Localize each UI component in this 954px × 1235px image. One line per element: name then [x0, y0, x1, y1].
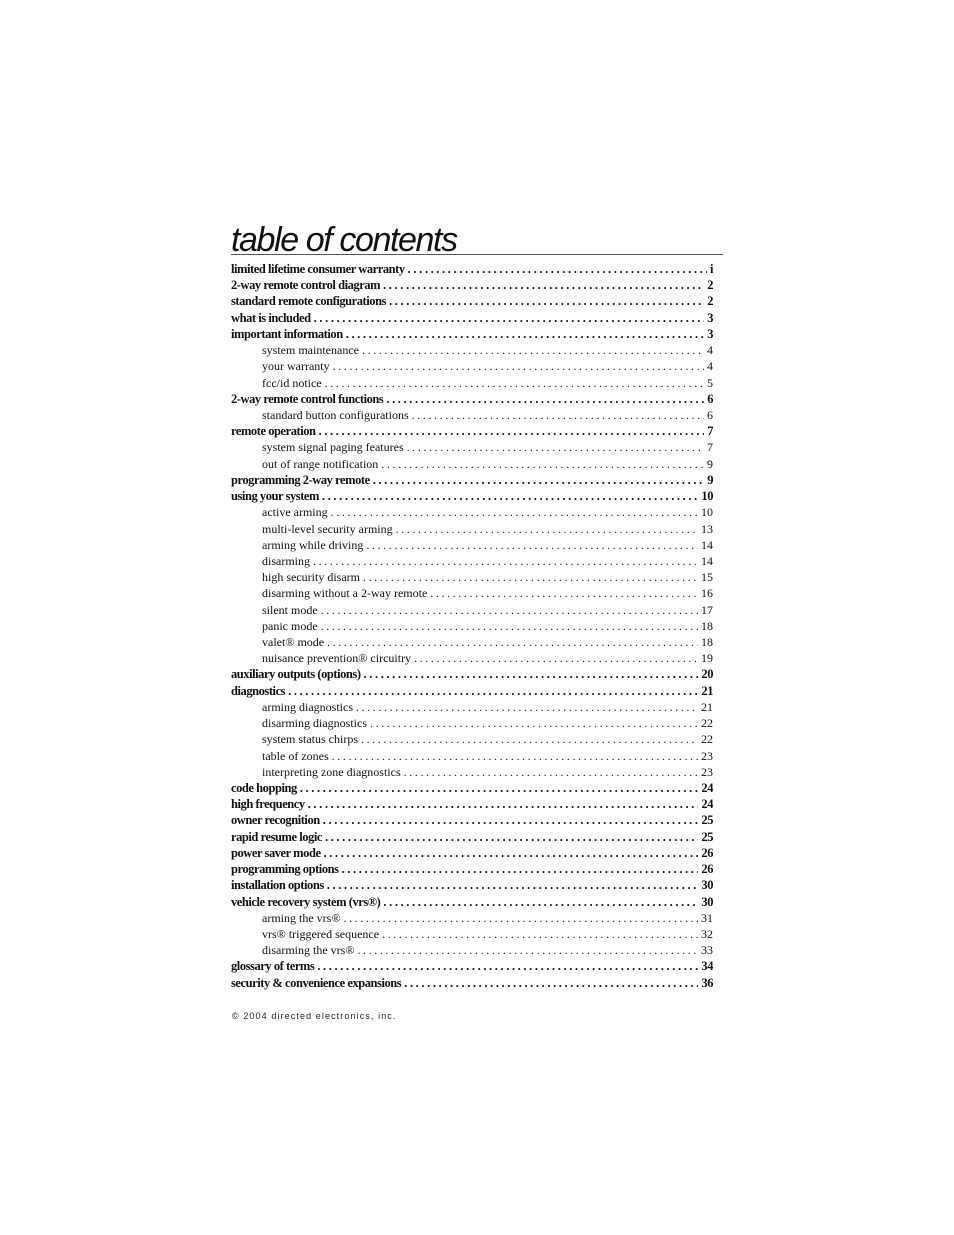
toc-entry-page-number: 23 [701, 748, 713, 763]
toc-entry-page-number: 5 [707, 375, 713, 390]
toc-entry-page-number: 7 [707, 440, 713, 455]
dot-leader [381, 457, 704, 472]
toc-section-entry[interactable] [231, 895, 713, 911]
toc-entry-page-number: 25 [701, 813, 713, 828]
dot-leader [317, 959, 698, 974]
toc-section-entry[interactable] [231, 327, 713, 343]
dot-leader [386, 392, 704, 407]
dot-leader [430, 586, 698, 601]
toc-entry-page-number: 2 [707, 294, 713, 309]
toc-entry-label: interpreting zone diagnostics [262, 764, 401, 779]
toc-subsection-entry[interactable] [231, 765, 713, 781]
toc-entry-page-number: 17 [701, 602, 713, 617]
toc-entry-page-number: 3 [707, 326, 713, 341]
toc-entry-label: nuisance prevention® circuitry [262, 651, 412, 666]
toc-entry-page-number: 31 [701, 910, 713, 925]
dot-leader [373, 473, 704, 488]
toc-entry-page-number: 33 [701, 943, 713, 958]
toc-entry-label: disarming without a 2-way remote [262, 586, 428, 601]
toc-subsection-entry[interactable] [231, 522, 713, 538]
dot-leader [408, 262, 707, 277]
toc-entry-page-number: 26 [701, 845, 713, 860]
toc-entry-label: standard remote configurations [231, 294, 387, 309]
dot-leader [356, 700, 698, 715]
dot-leader [346, 327, 704, 342]
toc-entry-label: code hopping [231, 781, 297, 795]
toc-entry-label: arming diagnostics [262, 699, 353, 714]
dot-leader [288, 684, 698, 699]
toc-section-entry[interactable] [231, 878, 713, 894]
toc-entry-page-number: 18 [701, 635, 713, 650]
toc-entry-page-number: 14 [701, 537, 713, 552]
toc-entry-label: system maintenance [262, 343, 359, 358]
dot-leader [314, 311, 705, 326]
toc-entry-label: multi-level security arming [262, 521, 393, 536]
dot-leader [404, 765, 698, 780]
dot-leader [332, 749, 698, 764]
dot-leader [414, 651, 698, 666]
dot-leader [333, 359, 704, 374]
toc-entry-label: power saver mode [231, 845, 321, 860]
toc-subsection-entry[interactable] [231, 554, 713, 570]
toc-entry-page-number: 24 [701, 781, 713, 795]
dot-leader [322, 489, 698, 504]
dot-leader [362, 343, 704, 358]
toc-entry-label: fcc/id notice [262, 375, 322, 390]
toc-entry-label: high security disarm [262, 570, 360, 585]
toc-entry-page-number: 9 [707, 456, 713, 471]
toc-entry-label: limited lifetime consumer warranty [231, 262, 405, 276]
dot-leader [323, 813, 699, 828]
toc-section-entry[interactable] [231, 862, 713, 878]
toc-entry-label: installation options [231, 878, 324, 893]
toc-entry-label: 2-way remote control functions [231, 391, 384, 406]
toc-section-entry[interactable] [231, 684, 713, 700]
toc-entry-page-number: 2 [707, 278, 713, 293]
toc-entry-label: vehicle recovery system (vrs®) [231, 894, 381, 909]
dot-leader [319, 424, 705, 439]
toc-entry-page-number: 20 [701, 667, 713, 682]
toc-entry-page-number: 3 [707, 310, 713, 325]
toc-entry-page-number: 22 [701, 716, 713, 731]
dot-leader [321, 619, 698, 634]
toc-subsection-entry[interactable] [231, 603, 713, 619]
dot-leader [308, 797, 699, 812]
toc-entry-page-number: 34 [701, 959, 713, 974]
toc-entry-page-number: i [709, 262, 713, 276]
toc-entry-page-number: 7 [707, 424, 713, 439]
toc-entry-label: standard button configurations [262, 407, 409, 422]
dot-leader [412, 408, 704, 423]
dot-leader [321, 603, 698, 618]
toc-entry-page-number: 10 [701, 489, 713, 504]
toc-subsection-entry[interactable] [231, 408, 713, 424]
toc-entry-label: programming 2-way remote [231, 472, 370, 487]
toc-entry-label: your warranty [262, 359, 330, 374]
dot-leader [364, 667, 699, 682]
toc-section-entry[interactable] [231, 667, 713, 683]
toc-section-entry[interactable] [231, 424, 713, 440]
toc-subsection-entry[interactable] [231, 376, 713, 392]
toc-entry-label: auxiliary outputs (options) [231, 667, 361, 682]
toc-entry-label: disarming [262, 553, 310, 568]
toc-entry-page-number: 32 [701, 926, 713, 941]
toc-entry-label: out of range notification [262, 456, 379, 471]
toc-section-entry[interactable] [231, 294, 713, 310]
toc-entry-label: glossary of terms [231, 959, 315, 974]
dot-leader [383, 278, 704, 293]
toc-section-entry[interactable] [231, 473, 713, 489]
page-title: table of contents [231, 221, 457, 259]
toc-entry-page-number: 4 [707, 359, 713, 374]
toc-section-entry[interactable] [231, 797, 713, 813]
dot-leader [313, 554, 698, 569]
toc-entry-label: rapid resume logic [231, 829, 322, 844]
toc-subsection-entry[interactable] [231, 570, 713, 586]
toc-entry-label: disarming the vrs® [262, 943, 355, 958]
dot-leader [324, 846, 699, 861]
toc-section-entry[interactable] [231, 311, 713, 327]
dot-leader [363, 570, 698, 585]
toc-entry-page-number: 26 [701, 862, 713, 877]
toc-section-entry[interactable] [231, 781, 713, 797]
toc-subsection-entry[interactable] [231, 943, 713, 959]
dot-leader [383, 895, 698, 910]
dot-leader [370, 716, 698, 731]
toc-entry-label: high frequency [231, 797, 305, 812]
toc-entry-page-number: 23 [701, 764, 713, 779]
dot-leader [327, 635, 698, 650]
toc-subsection-entry[interactable] [231, 440, 713, 456]
dot-leader [342, 862, 699, 877]
toc-entry-page-number: 30 [701, 894, 713, 909]
dot-leader [343, 911, 698, 926]
toc-subsection-entry[interactable] [231, 538, 713, 554]
toc-entry-label: arming the vrs® [262, 910, 341, 925]
toc-entry-label: system status chirps [262, 732, 358, 747]
toc-section-entry[interactable] [231, 813, 713, 829]
dot-leader [404, 976, 698, 991]
toc-section-entry[interactable] [231, 846, 713, 862]
toc-entry-label: table of zones [262, 748, 329, 763]
dot-leader [396, 522, 698, 537]
toc-entry-page-number: 9 [707, 472, 713, 487]
toc-entry-page-number: 36 [701, 975, 713, 990]
dot-leader [389, 294, 704, 309]
toc-entry-label: arming while driving [262, 537, 364, 552]
toc-subsection-entry[interactable] [231, 359, 713, 375]
toc-entry-label: owner recognition [231, 813, 320, 828]
toc-entry-page-number: 13 [701, 521, 713, 536]
toc-entry-label: panic mode [262, 618, 318, 633]
toc-entry-label: what is included [231, 310, 311, 325]
toc-subsection-entry[interactable] [231, 457, 713, 473]
toc-entry-page-number: 6 [707, 407, 713, 422]
dot-leader [327, 878, 699, 893]
toc-entry-label: system signal paging features [262, 440, 404, 455]
toc-section-entry[interactable] [231, 489, 713, 505]
toc-entry-label: 2-way remote control diagram [231, 278, 381, 293]
toc-subsection-entry[interactable] [231, 586, 713, 602]
toc-subsection-entry[interactable] [231, 635, 713, 651]
toc-subsection-entry[interactable] [231, 911, 713, 927]
toc-subsection-entry[interactable] [231, 343, 713, 359]
toc-entry-label: programming options [231, 862, 339, 877]
toc-subsection-entry[interactable] [231, 716, 713, 732]
toc-entry-label: remote operation [231, 424, 316, 439]
toc-entry-page-number: 25 [701, 829, 713, 844]
toc-entry-page-number: 15 [701, 570, 713, 585]
dot-leader [357, 943, 698, 958]
dot-leader [325, 376, 704, 391]
toc-entry-label: disarming diagnostics [262, 716, 367, 731]
toc-entry-page-number: 21 [701, 699, 713, 714]
toc-entry-label: important information [231, 326, 343, 341]
dot-leader [382, 927, 698, 942]
toc-subsection-entry[interactable] [231, 505, 713, 521]
toc-entry-label: active arming [262, 505, 328, 520]
toc-subsection-entry[interactable] [231, 927, 713, 943]
toc-section-entry[interactable] [231, 976, 713, 992]
toc-entry-page-number: 14 [701, 553, 713, 568]
toc-section-entry[interactable] [231, 830, 713, 846]
toc-entry-page-number: 30 [701, 878, 713, 893]
toc-subsection-entry[interactable] [231, 651, 713, 667]
toc-entry-label: silent mode [262, 602, 318, 617]
toc-entry-page-number: 6 [707, 391, 713, 406]
copyright-notice: © 2004 directed electronics, inc. [232, 1011, 397, 1021]
dot-leader [325, 830, 698, 845]
toc-entry-page-number: 4 [707, 343, 713, 358]
dot-leader [366, 538, 698, 553]
toc-section-entry[interactable] [231, 278, 713, 294]
toc-entry-label: vrs® triggered sequence [262, 926, 380, 941]
toc-entry-page-number: 22 [701, 732, 713, 747]
toc-title-rule [231, 218, 723, 259]
toc-entry-page-number: 21 [701, 683, 713, 698]
toc-entry-page-number: 24 [701, 797, 713, 812]
toc-subsection-entry[interactable] [231, 749, 713, 765]
toc-entry-label: using your system [231, 489, 319, 504]
toc-entry-label: diagnostics [231, 683, 286, 698]
dot-leader [407, 440, 704, 455]
toc-entry-page-number: 10 [701, 505, 713, 520]
toc-list [231, 262, 713, 992]
toc-entry-page-number: 19 [701, 651, 713, 666]
dot-leader [331, 505, 698, 520]
dot-leader [300, 781, 699, 796]
toc-subsection-entry[interactable] [231, 619, 713, 635]
toc-entry-page-number: 18 [701, 618, 713, 633]
dot-leader [361, 732, 698, 747]
toc-entry-label: valet® mode [262, 635, 325, 650]
toc-section-entry[interactable] [231, 262, 713, 278]
toc-section-entry[interactable] [231, 392, 713, 408]
toc-section-entry[interactable] [231, 959, 713, 975]
toc-subsection-entry[interactable] [231, 732, 713, 748]
toc-entry-page-number: 16 [701, 586, 713, 601]
toc-subsection-entry[interactable] [231, 700, 713, 716]
toc-entry-label: security & convenience expansions [231, 975, 402, 990]
